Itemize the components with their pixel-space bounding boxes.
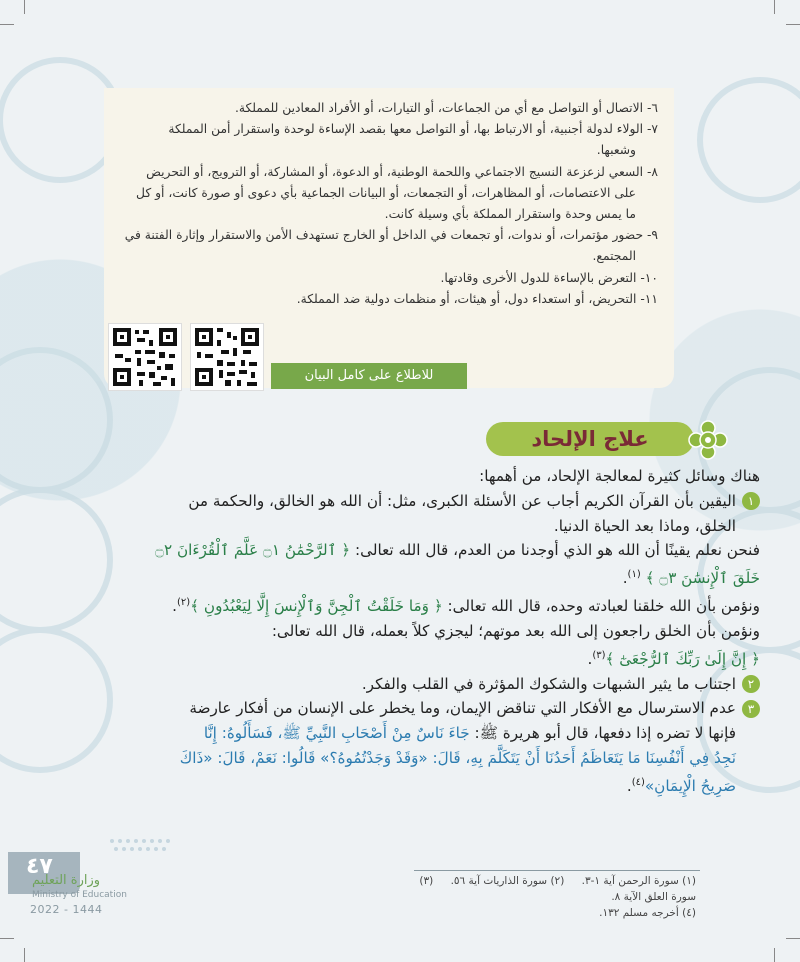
hadith-line [70, 746, 760, 771]
point-3-continuation [70, 721, 760, 746]
number-badge: ٣ [742, 700, 760, 718]
crop-mark [24, 0, 25, 14]
quran-verse: ﴿ ٱلرَّحْمَٰنُ ۝١ عَلَّمَ ٱلْقُرْءَانَ ۝٢ [155, 541, 351, 560]
ministry-logo-text: وزارة التعليم [32, 873, 101, 888]
rule-item-continuation: المجتمع. [592, 249, 636, 264]
footnote: (٢) سورة الذاريات آية ٥٦. [450, 875, 565, 887]
rule-item: ٨- السعي لزعزعة النسيج الاجتماعي واللحمة الوطنية، أو الدعوة، أو المشاركة، أو الترويج، أو التحريض [146, 164, 658, 179]
footnote-row [396, 873, 696, 905]
point-1-text: اليقين بأن القرآن الكريم أجاب عن الأسئلة الكبرى، مثل: أن الله هو الخالق، والحكمة من [188, 491, 736, 510]
return-verse-line: ﴿ إِنَّ إِلَىٰ رَبِّكَ ٱلرُّجْعَىٰٓ ﴾$^{(٣)}$. [587, 649, 760, 668]
hadith-text: جَاءَ نَاسٌ مِنْ أَصْحَابِ النَّبِيِّ ﷺ، فَسَأَلُوهُ: إِنَّا [203, 724, 470, 743]
creation-paragraph-continuation: خَلَقَ ٱلْإِنسَٰنَ ۝٣ ﴾ $^{(١)}$. [622, 569, 760, 588]
point-2 [70, 672, 760, 697]
footnote: (٣) سورة العلق الآية ٨. [419, 875, 696, 903]
worship-text: ونؤمن بأن الله خلقنا لعبادته وحده، قال الله تعالى: [442, 597, 760, 616]
footnote: (٤) أخرجه مسلم ١٣٢. [599, 907, 696, 919]
creation-text: فنحن نعلم يقينًا أن الله هو الذي أوجدنا من العدم، قال الله تعالى: [350, 541, 760, 560]
worship-paragraph: ونؤمن بأن الله خلقنا لعبادته وحده، قال الله تعالى: ﴿ وَمَا خَلَقْتُ ٱلْجِنَّ وَٱلْإِنسَ إِلَّا لِيَعْبُدُونِ ﴾$^{(٢)}$. [172, 597, 760, 616]
footnote-ref: (٤) [631, 776, 645, 788]
return-paragraph: ونؤمن بأن الخلق راجعون إلى الله بعد موتهم؛ ليجزي كلاً بعمله، قال الله تعالى: [271, 621, 760, 640]
rule-item: ١٠- التعرض بالإساءة للدول الأخرى وقادتها. [440, 270, 658, 285]
rule-item-continuation: على الاعتصامات، أو المظاهرات، أو التجمعات، أو البيانات الجماعية بأي دعوى أو صورة كانت، أو كل [136, 185, 636, 200]
crop-mark [24, 948, 25, 962]
crop-mark [774, 948, 775, 962]
hadith-line: صَرِيحُ الْإِيمَانِ»$^{(٤)}$. [626, 776, 736, 795]
footnote-ref: (٣) [592, 649, 606, 661]
page-number: ٤٧ [26, 854, 53, 879]
rules-list [98, 98, 658, 310]
footnote-divider [414, 870, 700, 871]
ministry-logo-text-en: Ministry of Education [32, 890, 127, 900]
point-3 [70, 696, 760, 721]
intro-paragraph: هناك وسائل كثيرة لمعالجة الإلحاد، من أهمها: [479, 467, 760, 485]
crop-mark [786, 938, 800, 939]
rule-item-continuation: وشعبها. [596, 143, 636, 158]
dotted-decoration [104, 835, 204, 855]
point-2-text: اجتناب ما يثير الشبهات والشكوك المؤثرة في القلب والفكر. [361, 674, 736, 693]
number-badge: ٢ [742, 675, 760, 693]
number-badge: ١ [742, 492, 760, 510]
section-header [486, 420, 728, 458]
rule-item: ٩- حضور مؤتمرات، أو ندوات، أو تجمعات في الداخل أو الخارج تستهدف الأمن والاستقرار وإثارة الفتنة في [124, 228, 658, 243]
quran-verse: ﴿ وَمَا خَلَقْتُ ٱلْجِنَّ وَٱلْإِنسَ إِلَّا لِيَعْبُدُونِ ﴾ [190, 597, 443, 616]
footnotes [396, 873, 696, 921]
rule-item-continuation: ما يمس وحدة واستقرار المملكة بأي وسيلة كانت. [384, 207, 636, 222]
footnote-ref: (١) [627, 569, 641, 581]
hadith-text: صَرِيحُ الْإِيمَانِ» [644, 776, 736, 795]
point-3-text: فإنها لا تضره إذا دفعها، قال أبو هريرة ﷺ: [469, 724, 736, 743]
footnote-row [396, 905, 696, 921]
quran-verse: خَلَقَ ٱلْإِنسَٰنَ ۝٣ ﴾ [645, 569, 760, 588]
rule-item: ٧- الولاء لدولة أجنبية، أو الارتباط بها، أو التواصل معها بقصد الإساءة لوحدة واستقرار أمن المملكة [168, 122, 658, 137]
footnote-ref: (٢) [177, 597, 191, 609]
qr-code[interactable] [108, 323, 182, 391]
creation-paragraph [70, 538, 760, 563]
edition-year: 2022 - 1444 [30, 903, 103, 916]
crop-mark [0, 24, 14, 25]
crop-mark [774, 0, 775, 14]
crop-mark [786, 24, 800, 25]
rule-item: ١١- التحريض، أو استعداء دول، أو هيئات، أو منظمات دولية ضد المملكة. [296, 291, 658, 306]
rule-item: ٦- الاتصال أو التواصل مع أي من الجماعات، أو التيارات، أو الأفراد المعادين للمملكة. [234, 101, 658, 115]
qr-code[interactable] [190, 323, 264, 391]
footnote: (١) سورة الرحمن آية ١-٣. [581, 875, 696, 887]
floral-ornament-icon [688, 420, 728, 460]
quran-verse: ﴿ إِنَّ إِلَىٰ رَبِّكَ ٱلرُّجْعَىٰٓ ﴾ [605, 649, 760, 668]
point-1-continuation: الخلق، وماذا بعد الحياة الدنيا. [553, 516, 736, 535]
hadith-text: نَجِدُ فِي أَنْفُسِنَا مَا يَتَعَاظَمُ أَحَدُنَا أَنْ يَتَكَلَّمَ بِهِ، قَالَ: «وَقَدْ وَجَدْتُمُوهُ؟» قَالُوا: نَعَمْ، قَالَ: «ذَاكَ [179, 748, 736, 767]
point-1 [70, 489, 760, 514]
section-title: علاج الإلحاد [531, 427, 649, 451]
body-text [70, 464, 760, 799]
crop-mark [0, 938, 14, 939]
point-3-text: عدم الاسترسال مع الأفكار التي تناقض الإيمان، وما يخطر على الإنسان من أفكار عارضة [189, 699, 736, 718]
statement-link-banner[interactable]: للاطلاع على كامل البيان [271, 363, 467, 389]
